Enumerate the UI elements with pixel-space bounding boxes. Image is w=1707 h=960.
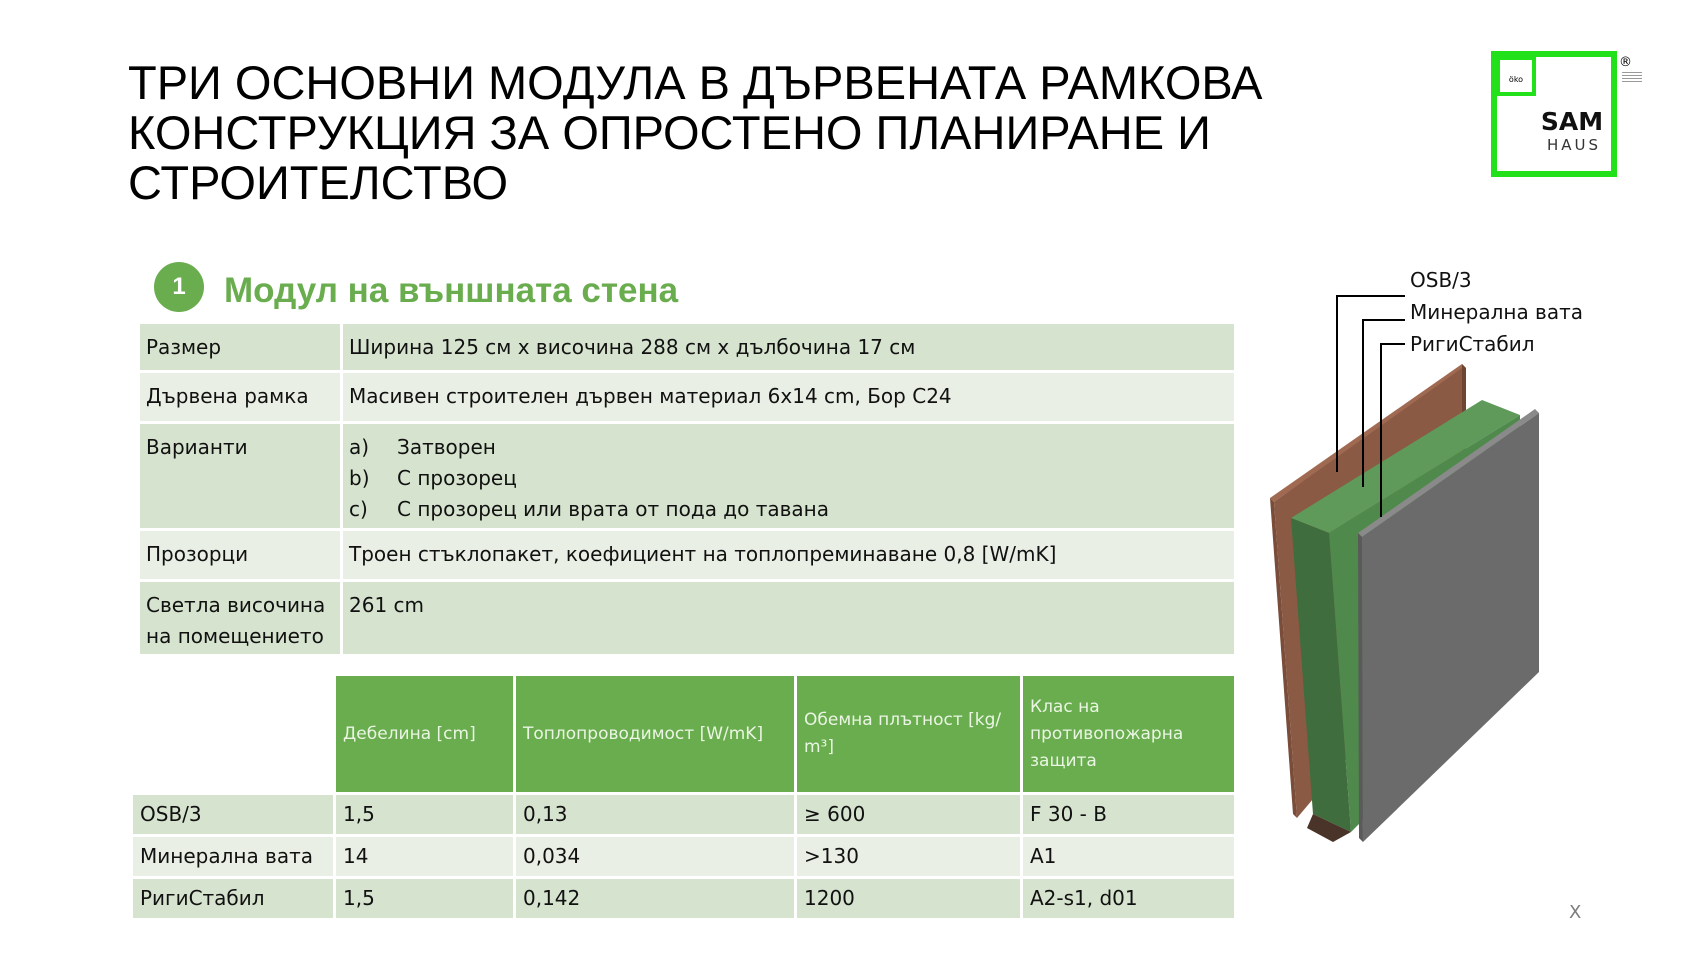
logo-brand-sub: HAUS [1546,136,1602,154]
title-line-2: КОНСТРУКЦИЯ ЗА ОПРОСТЕНО ПЛАНИРАНЕ И [128,106,1211,159]
logo-small-text: öko [1508,75,1524,84]
header-density: Обемна плътност [kg/ m³] [797,676,1020,792]
spec-row-windows [140,531,1234,579]
material-density: ≥ 600 [797,795,1020,834]
layer-label-mineral-wool: Минерална вата [1410,300,1584,324]
variant-letter: b) [349,466,370,490]
spec-row-clear-height [140,582,1234,654]
material-density: 1200 [797,879,1020,918]
samhaus-logo [1490,50,1618,178]
spec-label: Дървена рамка [140,373,340,421]
spec-table [137,321,1237,657]
material-conductivity: 0,142 [516,879,794,918]
spec-label: Прозорци [140,531,340,579]
spec-label: Размер [140,324,340,370]
logo-registered-mark: ® [1619,55,1632,70]
wall-layer-labels [1410,264,1583,360]
variant-letter: a) [349,435,370,459]
material-conductivity: 0,034 [516,837,794,876]
material-fire-class: A2-s1, d01 [1023,879,1234,918]
spec-value: Масивен строителен дървен материал 6x14 cm, Бор C24 [343,373,1234,421]
material-thickness: 1,5 [336,879,513,918]
materials-table [130,673,1237,921]
spec-value: 261 cm [343,582,1234,654]
header-fire-class: Клас на противопожарна защита [1023,676,1234,792]
material-density: >130 [797,837,1020,876]
logo-brand-main: SAM [1540,107,1604,136]
material-thickness: 14 [336,837,513,876]
material-name: РигиСтабил [133,879,333,918]
material-row-mineral-wool [133,837,1234,876]
variant-option [349,432,1228,463]
variant-option [349,463,1228,494]
title-line-3: СТРОИТЕЛСТВО [128,156,509,209]
material-conductivity: 0,13 [516,795,794,834]
slide-title [128,58,1378,208]
spec-value: Ширина 125 см x височина 288 см x дълбочина 17 см [343,324,1234,370]
spec-row-size [140,324,1234,370]
spec-label: Светла височина на помещението [140,582,340,654]
spec-label: Варианти [140,424,340,528]
materials-header-row [133,676,1234,792]
header-thickness: Дебелина [cm] [336,676,513,792]
title-line-1: ТРИ ОСНОВНИ МОДУЛА В ДЪРВЕНАТА РАМКОВА [128,56,1263,109]
module-title: Модул на външната стена [224,271,679,310]
layer-label-rigistabil: РигиСтабил [1410,332,1535,356]
material-name: OSB/3 [133,795,333,834]
material-row-osb [133,795,1234,834]
variant-text: С прозорец [397,466,517,490]
spec-row-frame [140,373,1234,421]
material-row-rigistabil [133,879,1234,918]
variant-letter: c) [349,497,368,521]
module-number-badge: 1 [154,262,204,312]
header-blank [133,676,333,792]
header-conductivity: Топлопроводимост [W/mK] [516,676,794,792]
material-thickness: 1,5 [336,795,513,834]
spec-value: Троен стъклопакет, коефициент на топлопреминаване 0,8 [W/mK] [343,531,1234,579]
layer-label-osb: OSB/3 [1410,268,1472,292]
page-marker: X [1569,902,1582,923]
variant-option [349,494,1228,525]
variant-text: Затворен [397,435,496,459]
logo-fine-print [1622,70,1642,84]
variant-text: С прозорец или врата от пода до тавана [397,497,830,521]
spec-value [343,424,1234,528]
material-fire-class: F 30 - B [1023,795,1234,834]
spec-row-variants [140,424,1234,528]
material-fire-class: A1 [1023,837,1234,876]
material-name: Минерална вата [133,837,333,876]
